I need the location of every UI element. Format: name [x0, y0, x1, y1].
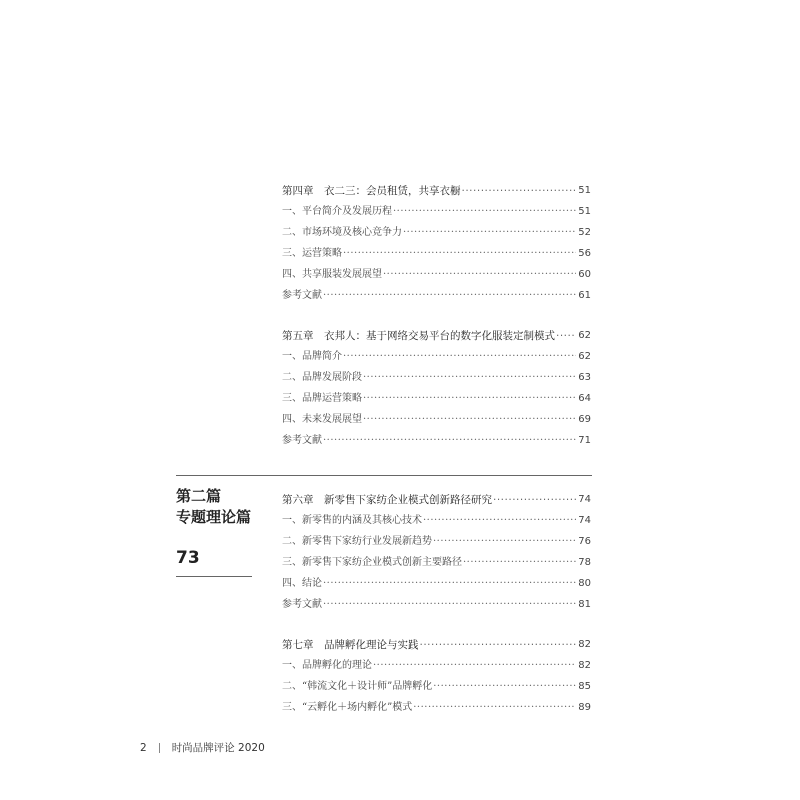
- part-underline: [176, 576, 252, 577]
- toc-entry[interactable]: [282, 365, 591, 386]
- chapter-block: [282, 178, 591, 304]
- page-number: 69: [578, 414, 591, 425]
- page-number: 64: [578, 393, 591, 404]
- toc-entry[interactable]: [282, 407, 591, 428]
- entry-title: 二、品牌发展阶段: [282, 372, 362, 383]
- chapter-title: 第四章 衣二三：会员租赁，共享衣橱: [282, 185, 461, 197]
- leader-dots: [413, 700, 576, 716]
- leader-dots: [403, 225, 576, 241]
- footer-page-number: 2: [140, 741, 147, 754]
- leader-dots: [323, 433, 576, 449]
- part-page-number: 73: [176, 548, 200, 568]
- leader-dots: [493, 492, 576, 508]
- entry-title: 一、品牌孵化的理论: [282, 660, 372, 671]
- chapter-heading[interactable]: [282, 323, 591, 344]
- part-divider: [176, 475, 592, 476]
- leader-dots: [323, 597, 576, 613]
- toc-entry[interactable]: [282, 695, 591, 716]
- part-title: 专题理论篇: [176, 508, 252, 526]
- page-number: 80: [578, 578, 591, 589]
- page-number: 81: [578, 599, 591, 610]
- page-number: 56: [578, 248, 591, 259]
- page-number: 51: [578, 206, 591, 217]
- leader-dots: [363, 370, 576, 386]
- leader-dots: [343, 246, 576, 262]
- entry-title: 参考文献: [282, 599, 322, 610]
- page-number: 60: [578, 269, 591, 280]
- leader-dots: [363, 412, 576, 428]
- page-number: 52: [578, 227, 591, 238]
- page-number: 71: [578, 435, 591, 446]
- page-number: 62: [578, 351, 591, 362]
- toc-entry[interactable]: [282, 283, 591, 304]
- toc-entry[interactable]: [282, 386, 591, 407]
- footer-book-title: 时尚品牌评论 2020: [171, 742, 265, 754]
- entry-title: 二、市场环境及核心竞争力: [282, 227, 402, 238]
- page-number: 78: [578, 557, 591, 568]
- page-number: 85: [578, 681, 591, 692]
- leader-dots: [373, 658, 576, 674]
- leader-dots: [383, 267, 576, 283]
- toc-entry[interactable]: [282, 529, 591, 550]
- toc-entry[interactable]: [282, 428, 591, 449]
- page-number: 74: [578, 515, 591, 526]
- page-number: 76: [578, 536, 591, 547]
- page-number: 51: [578, 185, 591, 196]
- entry-title: 二、新零售下家纺行业发展新趋势: [282, 536, 432, 547]
- entry-title: 三、“云孵化＋场内孵化”模式: [282, 702, 413, 713]
- footer-separator: [159, 743, 160, 753]
- toc-entry[interactable]: [282, 592, 591, 613]
- entry-title: 四、共享服装发展展望: [282, 269, 382, 280]
- chapter-block: [282, 323, 591, 449]
- entry-title: 四、未来发展展望: [282, 414, 362, 425]
- leader-dots: [556, 328, 576, 344]
- entry-title: 一、平台简介及发展历程: [282, 206, 392, 217]
- toc-entry[interactable]: [282, 550, 591, 571]
- page-footer: [140, 740, 265, 755]
- toc-entry[interactable]: [282, 220, 591, 241]
- part-heading: [176, 486, 266, 577]
- page-number: 82: [578, 660, 591, 671]
- entry-title: 三、运营策略: [282, 248, 342, 259]
- chapter-title: 第七章 品牌孵化理论与实践: [282, 639, 419, 651]
- entry-title: 二、“韩流文化＋设计师”品牌孵化: [282, 681, 433, 692]
- toc-entry[interactable]: [282, 571, 591, 592]
- leader-dots: [323, 288, 576, 304]
- leader-dots: [433, 679, 576, 695]
- leader-dots: [420, 637, 577, 653]
- leader-dots: [463, 555, 576, 571]
- toc-entry[interactable]: [282, 674, 591, 695]
- page-number: 63: [578, 372, 591, 383]
- entry-title: 参考文献: [282, 290, 322, 301]
- chapter-block: [282, 632, 591, 716]
- chapter-block: [282, 487, 591, 613]
- page-number: 61: [578, 290, 591, 301]
- page-number: 62: [578, 330, 591, 341]
- entry-title: 三、新零售下家纺企业模式创新主要路径: [282, 557, 462, 568]
- entry-title: 参考文献: [282, 435, 322, 446]
- entry-title: 四、结论: [282, 578, 322, 589]
- leader-dots: [462, 183, 577, 199]
- part-label: 第二篇: [176, 487, 222, 505]
- toc-entry[interactable]: [282, 241, 591, 262]
- toc-entry[interactable]: [282, 199, 591, 220]
- chapter-title: 第六章 新零售下家纺企业模式创新路径研究: [282, 494, 492, 506]
- page-number: 82: [578, 639, 591, 650]
- chapter-heading[interactable]: [282, 632, 591, 653]
- chapter-title: 第五章 衣邦人：基于网络交易平台的数字化服装定制模式: [282, 330, 555, 342]
- toc-entry[interactable]: [282, 653, 591, 674]
- chapter-heading[interactable]: [282, 487, 591, 508]
- toc-entry[interactable]: [282, 344, 591, 365]
- page-number: 74: [578, 494, 591, 505]
- entry-title: 一、品牌简介: [282, 351, 342, 362]
- entry-title: 三、品牌运营策略: [282, 393, 362, 404]
- entry-title: 一、新零售的内涵及其核心技术: [282, 515, 422, 526]
- leader-dots: [433, 534, 576, 550]
- leader-dots: [343, 349, 576, 365]
- toc-entry[interactable]: [282, 262, 591, 283]
- leader-dots: [363, 391, 576, 407]
- chapter-heading[interactable]: [282, 178, 591, 199]
- toc-entry[interactable]: [282, 508, 591, 529]
- leader-dots: [323, 576, 576, 592]
- page-number: 89: [578, 702, 591, 713]
- leader-dots: [423, 513, 576, 529]
- leader-dots: [393, 204, 576, 220]
